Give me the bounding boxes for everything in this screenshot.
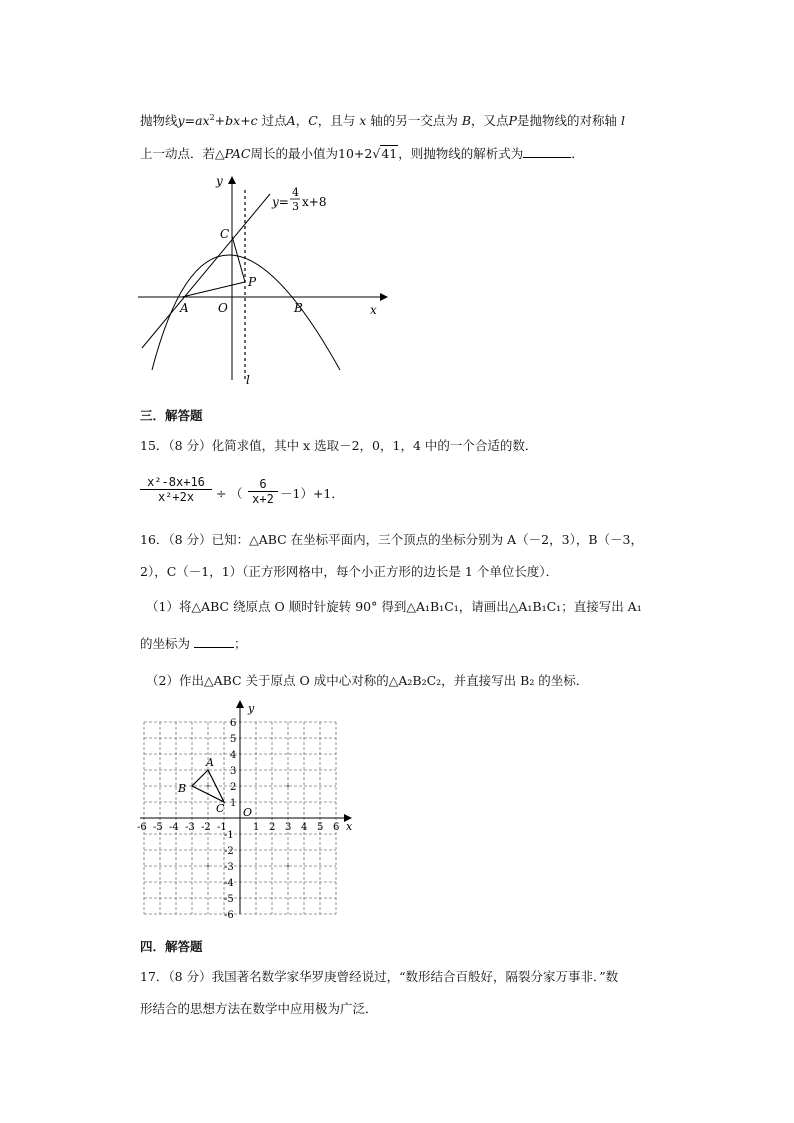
section-4-heading: 四．解答题 bbox=[140, 939, 203, 954]
fig1-P-label: P bbox=[248, 275, 257, 289]
x-tick-label: -2 bbox=[201, 822, 211, 833]
y-tick-label: 4 bbox=[230, 750, 237, 761]
q15-inner-fraction: 6 x+2 bbox=[248, 477, 278, 506]
q16-answer-blank bbox=[194, 635, 234, 648]
fig1-y-label: y bbox=[216, 174, 223, 188]
q16-line1: 16．（8 分）已知：△ABC 在坐标平面内，三个顶点的坐标分别为 A（－2，3），B（－3， bbox=[140, 532, 643, 547]
y-tick-label: -5 bbox=[224, 894, 234, 905]
x-tick-label: 2 bbox=[269, 822, 276, 833]
y-tick-label: 6 bbox=[230, 718, 237, 729]
fig2-y-label: y bbox=[248, 702, 255, 715]
q16-part2: （2）作出△ABC 关于原点 O 成中心对称的△A₂B₂C₂，并直接写出 B₂ 的坐标． bbox=[146, 673, 589, 688]
fig1-line-eq-num: 4 bbox=[292, 186, 299, 199]
x-tick-label: -1 bbox=[217, 822, 227, 833]
fig2-x-label: x bbox=[346, 820, 353, 833]
x-tick-label: 3 bbox=[285, 822, 292, 833]
y-tick-label: -3 bbox=[224, 862, 234, 873]
fig2-O-label: O bbox=[243, 806, 253, 819]
fig1-C-label: C bbox=[220, 227, 230, 241]
section-3-heading: 三．解答题 bbox=[140, 408, 203, 423]
fig1-line-eq-rhs: x+8 bbox=[302, 195, 327, 209]
x-tick-label: -6 bbox=[137, 822, 147, 833]
q15-text: 15．（8 分）化简求值，其中 x 选取－2，0，1，4 中的一个合适的数． bbox=[140, 438, 538, 453]
q16-line2: 2），C（－1，1）（正方形网格中，每个小正方形的边长是 1 个单位长度）． bbox=[140, 564, 559, 579]
x-tick-label: -3 bbox=[185, 822, 195, 833]
q15-paren: （ bbox=[230, 486, 243, 501]
x-tick-label: 4 bbox=[301, 822, 308, 833]
q17-line2: 形结合的思想方法在数学中应用极为广泛． bbox=[140, 1001, 378, 1016]
fig1-l-label: l bbox=[246, 373, 250, 387]
fig2-A-label: A bbox=[206, 756, 214, 769]
fig1-line-eq-lhs: y= bbox=[272, 195, 289, 209]
x-tick-label: 1 bbox=[253, 822, 260, 833]
q17-line1: 17．（8 分）我国著名数学家华罗庚曾经说过，“数形结合百般好，隔裂分家万事非．”数 bbox=[140, 969, 619, 984]
y-tick-label: 2 bbox=[230, 782, 237, 793]
q16-part1-line2: 的坐标为 ； bbox=[140, 636, 247, 651]
q15-fraction bbox=[140, 475, 212, 504]
q15-numerator: x²-8x+16 bbox=[147, 475, 205, 489]
y-tick-label: 3 bbox=[230, 766, 237, 777]
y-tick-label: -4 bbox=[224, 878, 234, 889]
q14-line1: 抛物线$y=ax^2+bx+c$ 过点A，C，且与 x 轴的另一交点为 B，又点P是抛物线的对称轴 l bbox=[140, 113, 625, 129]
fig1-x-label: x bbox=[370, 303, 377, 317]
y-tick-label: -2 bbox=[224, 846, 234, 857]
q15-rest: －1）+1． bbox=[280, 486, 344, 501]
y-tick-label: -1 bbox=[224, 830, 234, 841]
fig1-B-label: B bbox=[294, 301, 303, 315]
x-tick-label: 5 bbox=[317, 822, 324, 833]
fig2-B-label: B bbox=[178, 782, 187, 795]
parabola-figure bbox=[130, 170, 400, 390]
fig2-C-label: C bbox=[216, 802, 225, 815]
q16-part1-line1: （1）将△ABC 绕原点 O 顺时针旋转 90° 得到△A₁B₁C₁，请画出△A₁B₁C₁；直接写出 A₁ bbox=[146, 599, 642, 614]
x-tick-label: -5 bbox=[153, 822, 163, 833]
coordinate-grid bbox=[138, 700, 358, 922]
y-tick-label: 5 bbox=[230, 734, 237, 745]
x-tick-label: 6 bbox=[333, 822, 340, 833]
q15-div: ÷ bbox=[216, 486, 227, 501]
fig1-O-label: O bbox=[218, 301, 228, 315]
fig1-A-label: A bbox=[180, 301, 189, 315]
fig1-line-eq-den: 3 bbox=[292, 200, 299, 213]
y-tick-label: 1 bbox=[230, 798, 237, 809]
q15-denominator: x²+2x bbox=[157, 490, 195, 504]
x-tick-label: -4 bbox=[169, 822, 179, 833]
q14-line2: 上一动点．若△PAC周长的最小值为10+2√41，则抛物线的解析式为 ． bbox=[140, 146, 584, 161]
q14-answer-blank bbox=[523, 145, 571, 158]
y-tick-label: -6 bbox=[224, 910, 234, 921]
